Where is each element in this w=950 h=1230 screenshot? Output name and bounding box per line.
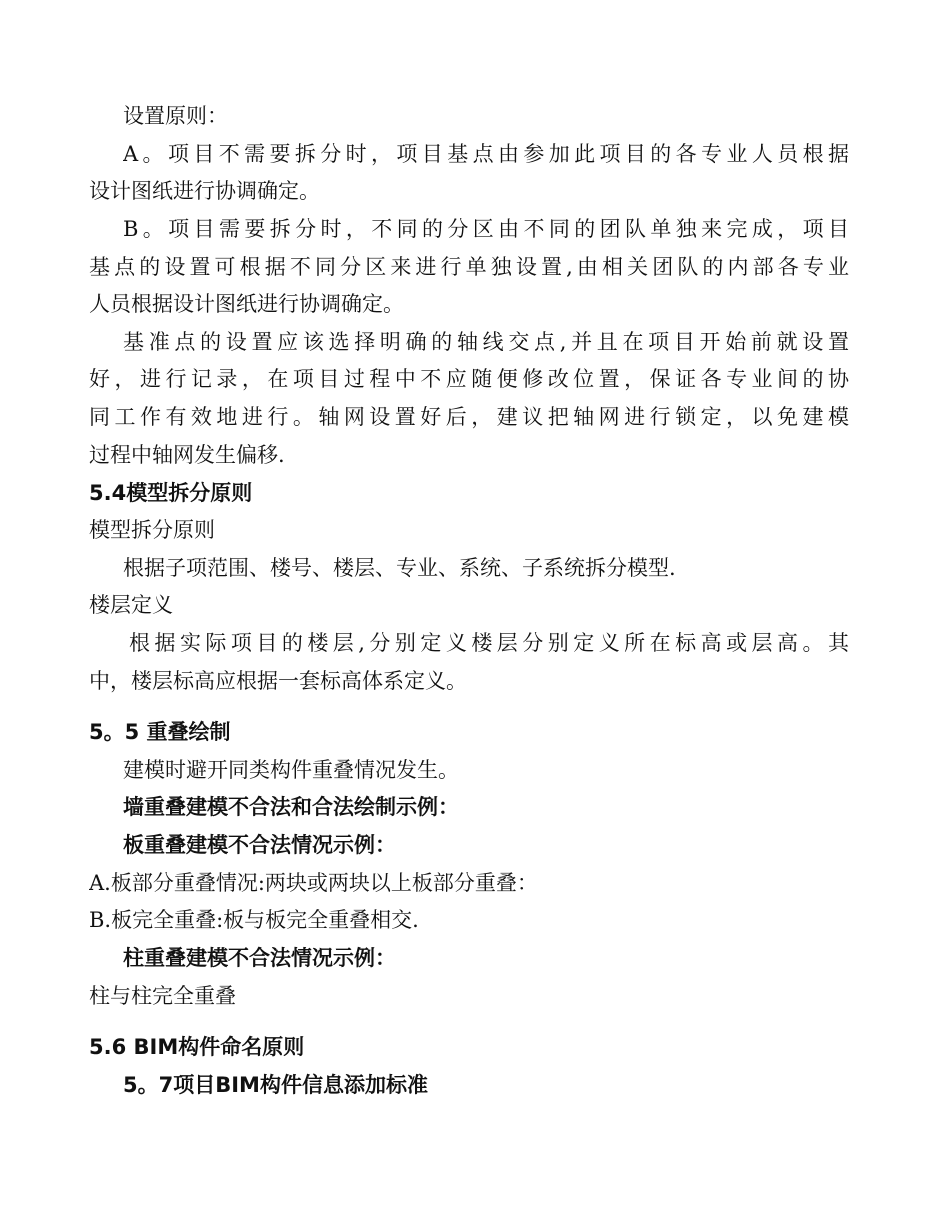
- datum-paragraph-line-2: 好，进行记录，在项目过程中不应随便修改位置，保证各专业间的协: [89, 367, 849, 391]
- model-split-text: 根据子项范围、楼号、楼层、专业、系统、子系统拆分模型.: [123, 556, 676, 580]
- floor-definition-subheading: 楼层定义: [89, 593, 173, 617]
- section-5-7-heading: 5。7项目BIM构件信息添加标准: [123, 1073, 428, 1097]
- floor-definition-line-1: 根据实际项目的楼层,分别定义楼层分别定义所在标高或层高。其: [129, 631, 849, 655]
- column-overlap-example-heading: 柱重叠建模不合法情况示例：: [123, 946, 396, 970]
- paragraph-b-line-2: 基点的设置可根据不同分区来进行单独设置,由相关团队的内部各专业: [89, 255, 849, 279]
- model-split-subheading: 模型拆分原则: [89, 518, 215, 542]
- paragraph-a-line-1: A。项目不需要拆分时，项目基点由参加此项目的各专业人员根据: [123, 142, 849, 166]
- overlap-intro-text: 建模时避开同类构件重叠情况发生。: [123, 758, 459, 782]
- wall-overlap-example-heading: 墙重叠建模不合法和合法绘制示例：: [123, 795, 459, 819]
- setting-principles-heading: 设置原则：: [123, 104, 228, 128]
- paragraph-b-line-3: 人员根据设计图纸进行协调确定。: [89, 292, 404, 316]
- paragraph-b-line-1: B。项目需要拆分时，不同的分区由不同的团队单独来完成，项目: [123, 217, 849, 241]
- datum-paragraph-line-3: 同工作有效地进行。轴网设置好后，建议把轴网进行锁定，以免建模: [89, 405, 849, 429]
- datum-paragraph-line-1: 基准点的设置应该选择明确的轴线交点,并且在项目开始前就设置: [123, 330, 849, 354]
- section-5-6-heading: 5.6 BIM构件命名原则: [89, 1035, 305, 1059]
- slab-full-overlap-text: B.板完全重叠:板与板完全重叠相交.: [89, 908, 419, 932]
- floor-definition-line-2: 中，楼层标高应根据一套标高体系定义。: [89, 669, 467, 693]
- datum-paragraph-line-4: 过程中轴网发生偏移.: [89, 443, 285, 467]
- section-5-4-heading: 5.4模型拆分原则: [89, 481, 253, 505]
- column-full-overlap-text: 柱与柱完全重叠: [89, 984, 236, 1008]
- slab-overlap-example-heading: 板重叠建模不合法情况示例：: [123, 833, 396, 857]
- paragraph-a-line-2: 设计图纸进行协调确定。: [89, 179, 320, 203]
- slab-partial-overlap-text: A.板部分重叠情况:两块或两块以上板部分重叠：: [89, 871, 538, 895]
- section-5-5-heading: 5。5 重叠绘制: [89, 720, 231, 744]
